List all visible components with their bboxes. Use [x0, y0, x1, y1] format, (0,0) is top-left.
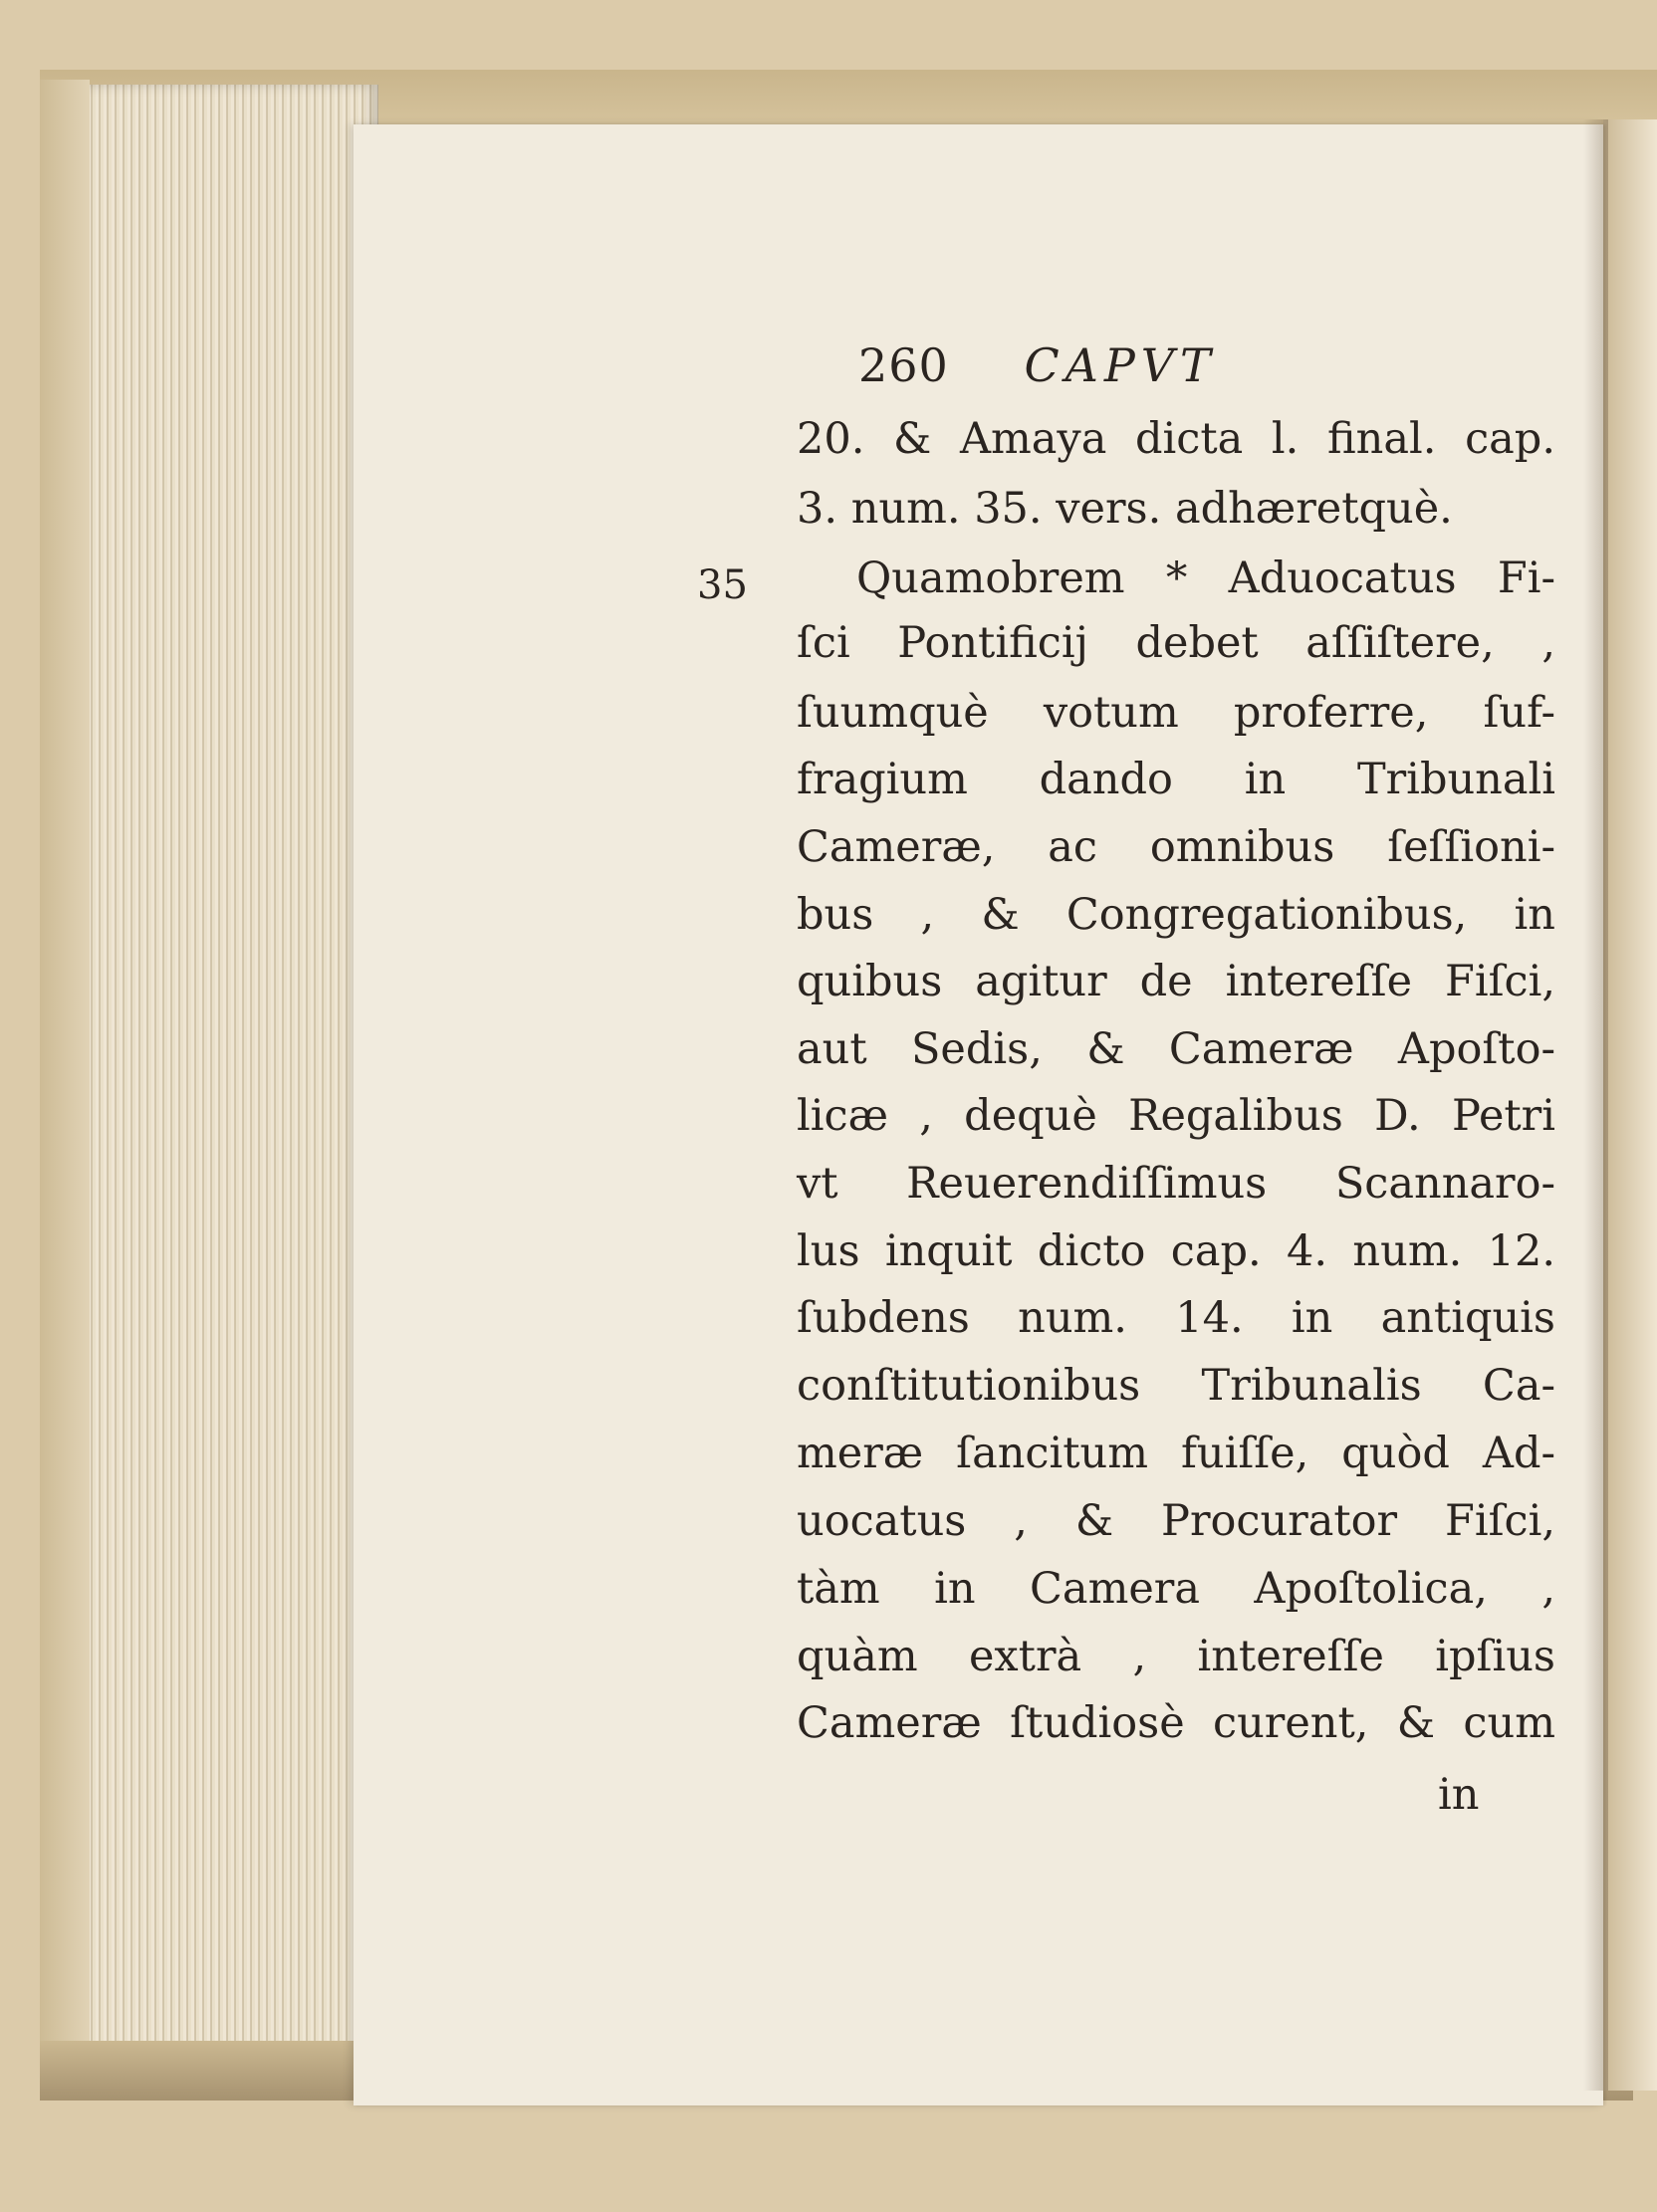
text-line: uocatus , & Procurator Fiſci, — [797, 1496, 1555, 1546]
text-line: Cameræ ſtudiosè curent, & cum — [797, 1698, 1555, 1748]
marginal-number: 35 — [697, 562, 748, 608]
text-line: 3. num. 35. vers. adhæretquè. — [797, 484, 1453, 534]
text-line: bus , & Congregationibus, in — [797, 890, 1555, 940]
page-number: 260 — [858, 338, 949, 392]
text-line: tàm in Camera Apoſtolica, , — [797, 1564, 1555, 1614]
text-line: ſuumquè votum proferre, ſuf- — [797, 688, 1555, 738]
text-line: conſtitutionibus Tribunalis Ca- — [797, 1361, 1555, 1411]
text-line: meræ ſancitum fuiſſe, quòd Ad- — [797, 1429, 1555, 1478]
text-line: Cameræ, ac omnibus ſeſſioni- — [797, 822, 1555, 872]
catchword: in — [1438, 1770, 1480, 1820]
text-line: quibus agitur de intereſſe Fiſci, — [797, 957, 1555, 1006]
running-header — [858, 338, 1217, 392]
running-head-title: CAPVT — [1024, 338, 1217, 392]
text-line: ſubdens num. 14. in antiquis — [797, 1293, 1555, 1343]
text-line: quàm extrà , intereſſe ipſius — [797, 1632, 1555, 1681]
text-line: ſci Pontificij debet aſſiſtere, , — [797, 618, 1555, 668]
text-line: licæ , dequè Regalibus D. Petri — [797, 1091, 1555, 1141]
text-line: vt Reuerendiſſimus Scannaro- — [797, 1159, 1555, 1209]
text-line: fragium dando in Tribunali — [797, 755, 1555, 804]
text-line: lus inquit dicto cap. 4. num. 12. — [797, 1226, 1555, 1276]
text-line: Quamobrem * Aduocatus Fi- — [856, 553, 1555, 603]
text-line: 20. & Amaya dicta l. final. cap. — [797, 414, 1555, 464]
text-line: aut Sedis, & Cameræ Apoſto- — [797, 1024, 1555, 1074]
